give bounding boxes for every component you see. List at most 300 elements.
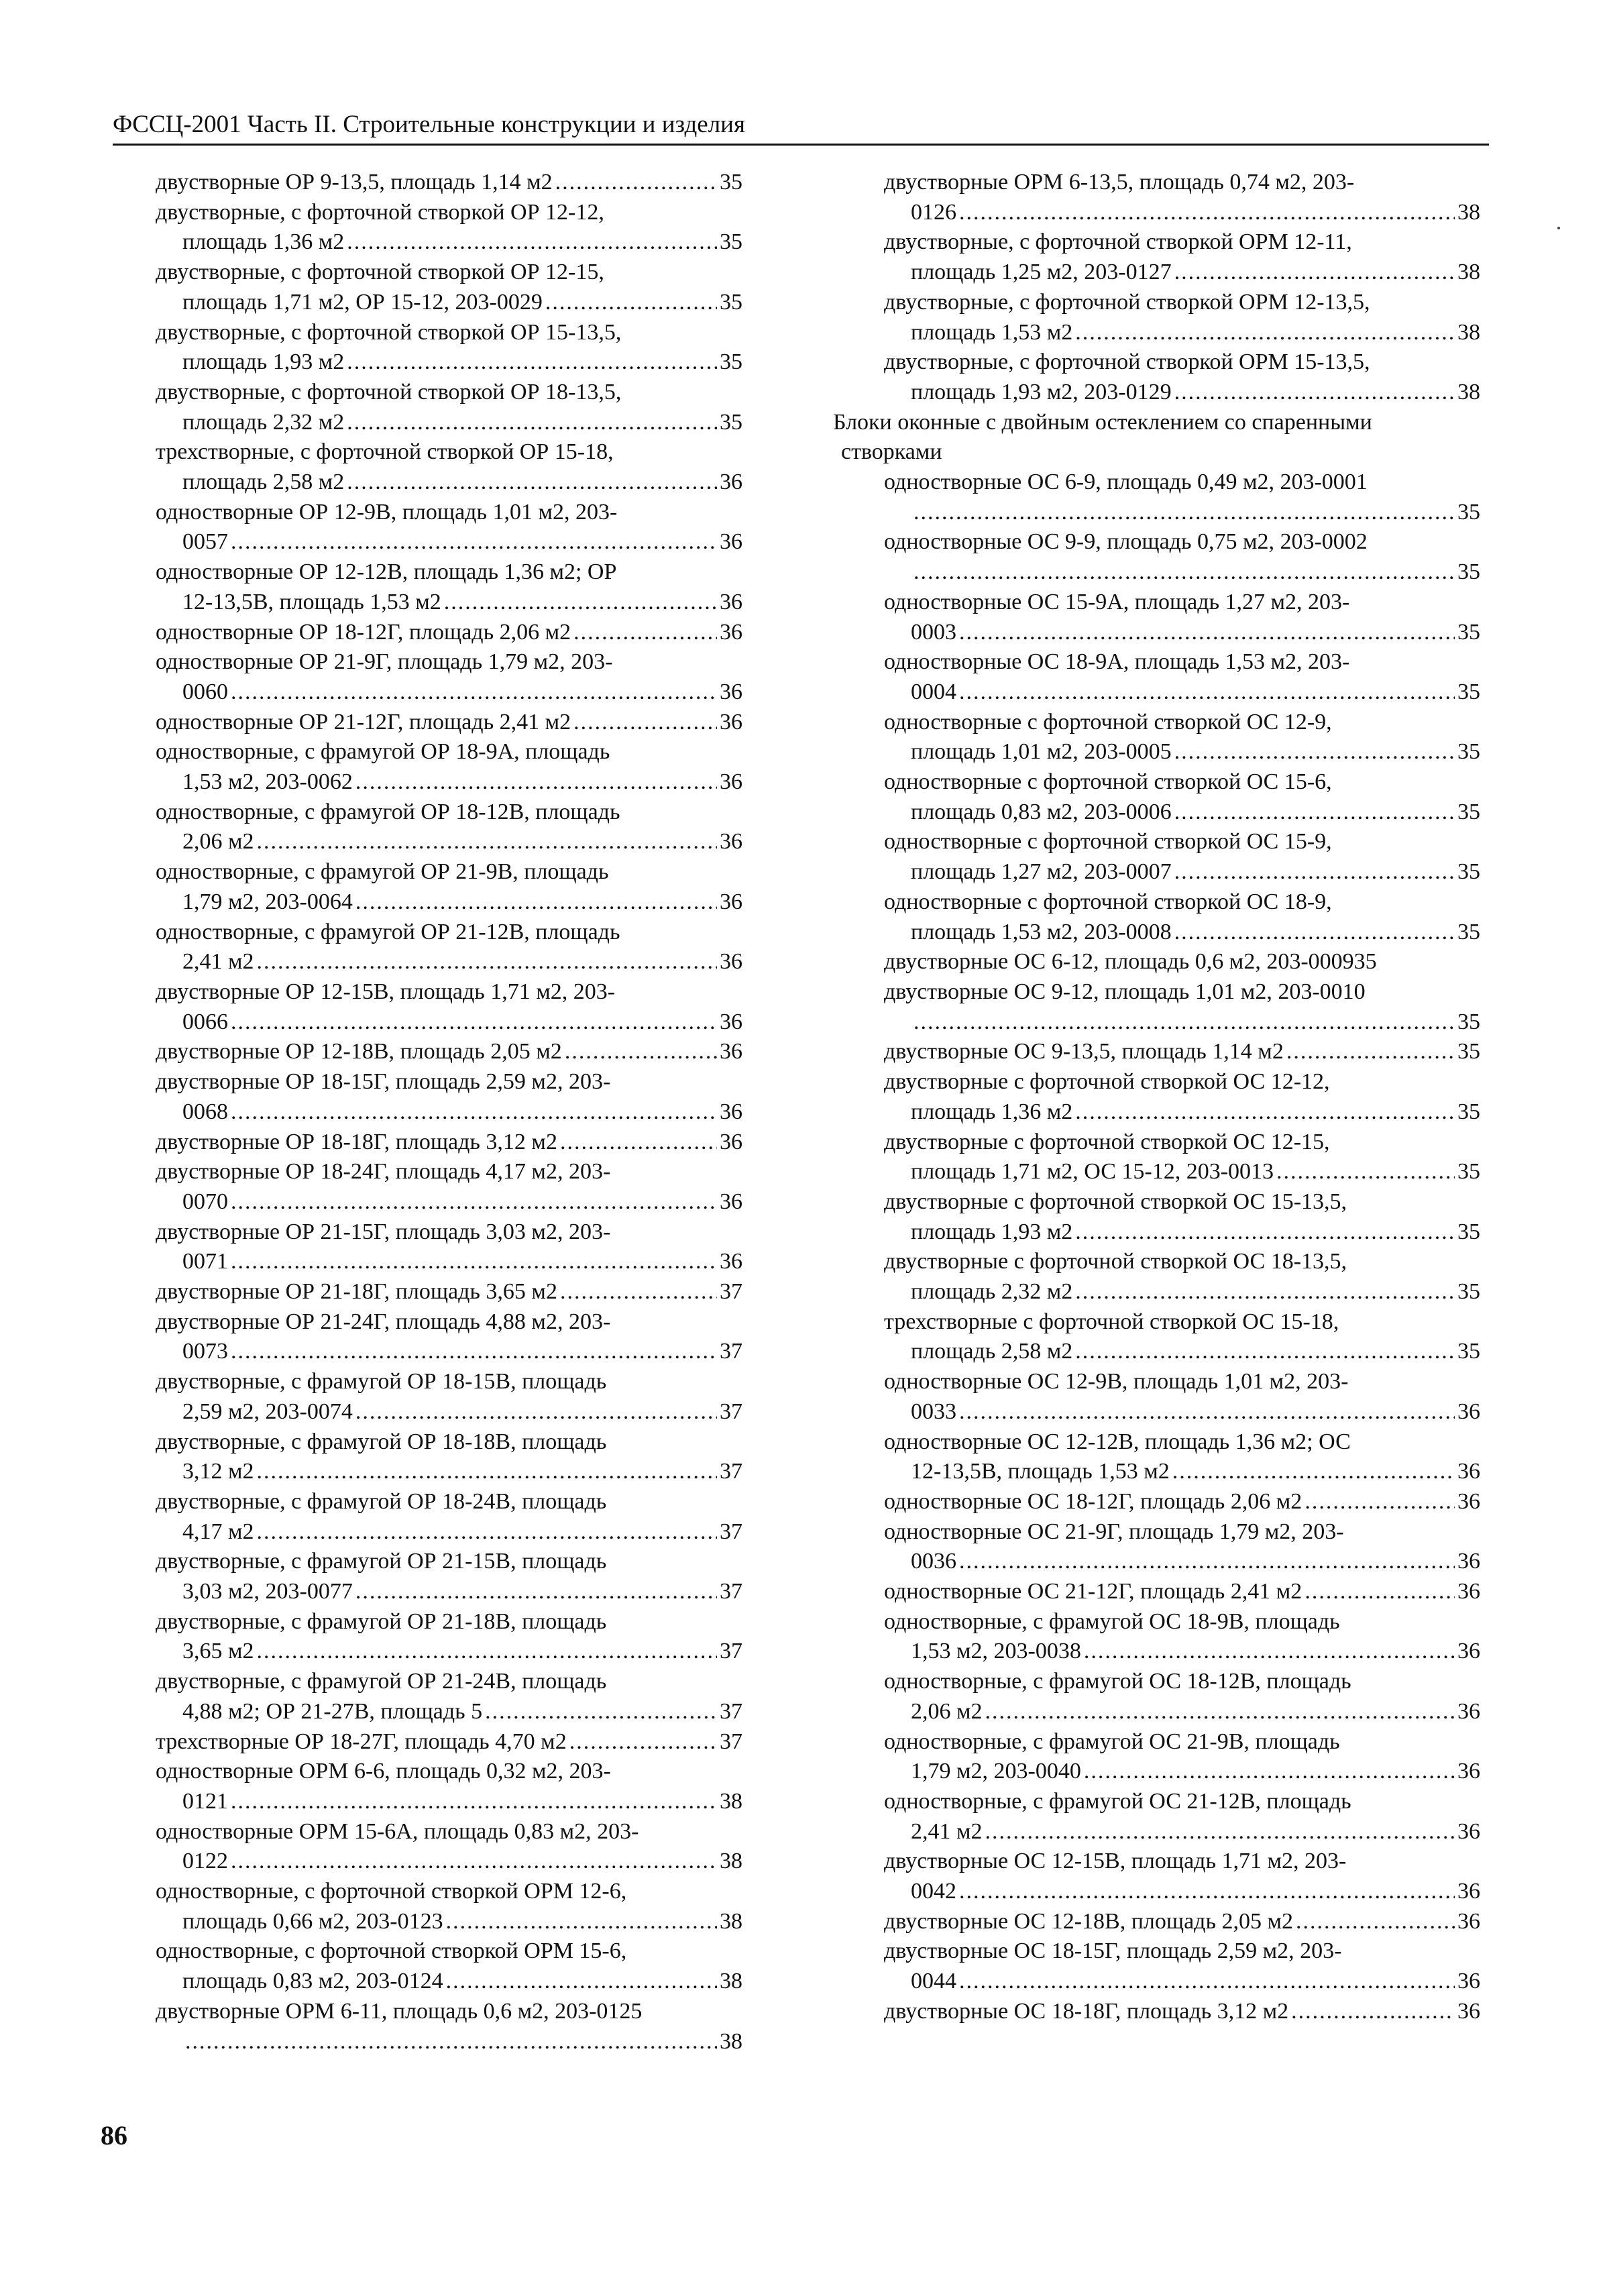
section-heading-line: Блоки оконные с двойным остеклением со спаренными xyxy=(833,409,1372,435)
entry-text: одностворные ОРМ 15-6А, площадь 0,83 м2, 203- xyxy=(156,1818,639,1844)
entry-line-with-page xyxy=(884,1757,1480,1787)
entry-line xyxy=(156,1547,742,1577)
entry-line-with-page xyxy=(156,708,742,738)
index-entry xyxy=(833,1847,1480,1906)
entry-text: площадь 1,01 м2, 203-0005 xyxy=(911,739,1172,765)
leader-dots xyxy=(185,2027,717,2057)
entry-text: двустворные, с форточной створкой ОР 15-13,5, xyxy=(156,319,622,345)
index-entry xyxy=(833,1667,1480,1727)
entry-text: двустворные, с форточной створкой ОРМ 12-11, xyxy=(884,229,1352,255)
entry-text: площадь 1,93 м2 xyxy=(182,349,345,375)
entry-text: одностворные с форточной створкой ОС 12-9, xyxy=(884,709,1332,734)
index-entry xyxy=(156,857,742,917)
entry-line-with-page xyxy=(156,468,742,498)
entry-line-with-page xyxy=(884,1577,1480,1607)
entry-line xyxy=(884,708,1480,738)
entry-line xyxy=(884,1727,1480,1757)
entry-line-with-page xyxy=(156,1577,742,1607)
entry-line-with-page xyxy=(156,1187,742,1217)
entry-text: площадь 1,36 м2 xyxy=(182,229,345,255)
entry-text: одностворные, с фрамугой ОС 21-12В, площадь xyxy=(884,1788,1351,1814)
entry-line xyxy=(156,798,742,828)
index-entry xyxy=(833,708,1480,767)
entry-line-with-page xyxy=(156,1128,742,1158)
entry-text: 0066 xyxy=(182,1009,228,1034)
entry-line-with-page xyxy=(884,557,1480,588)
entry-text: площадь 1,71 м2, ОР 15-12, 203-0029 xyxy=(182,289,543,315)
entry-line-with-page xyxy=(884,1997,1480,2027)
index-entry xyxy=(156,258,742,317)
page-ref: 36 xyxy=(1457,1459,1480,1484)
entry-text: 0121 xyxy=(182,1788,228,1814)
entry-text: одностворные ОС 18-9А, площадь 1,53 м2, 203- xyxy=(884,649,1350,675)
entry-text: площадь 1,53 м2, 203-0008 xyxy=(911,919,1172,944)
leader-dots xyxy=(1286,1037,1455,1067)
page-ref: 35 xyxy=(1457,1339,1480,1364)
leader-dots xyxy=(355,887,717,918)
leader-dots xyxy=(1305,1487,1455,1517)
index-entry xyxy=(156,647,742,707)
entry-line-with-page xyxy=(156,527,742,557)
entry-text: двустворные ОР 12-18В, площадь 2,05 м2 xyxy=(156,1039,562,1064)
page-ref: 37 xyxy=(720,1639,742,1664)
entry-line-with-page xyxy=(884,1487,1480,1517)
leader-dots xyxy=(355,1397,717,1427)
entry-text: площадь 2,58 м2 xyxy=(182,470,345,495)
leader-dots xyxy=(959,1877,1455,1907)
index-entry xyxy=(833,1727,1480,1787)
index-entry xyxy=(833,1128,1480,1187)
entry-line xyxy=(156,198,742,228)
entry-text: двустворные, с фрамугой ОР 21-24В, площадь xyxy=(156,1669,607,1694)
leader-dots xyxy=(257,1457,717,1487)
entry-line xyxy=(156,1307,742,1337)
entry-text: одностворные ОР 12-12В, площадь 1,36 м2; ОР xyxy=(156,559,617,585)
entry-line xyxy=(156,737,742,767)
index-entry xyxy=(833,1187,1480,1247)
leader-dots xyxy=(257,947,717,977)
page-ref: 35 xyxy=(1457,799,1480,824)
page-ref: 36 xyxy=(720,769,742,795)
page-ref: 35 xyxy=(1457,1039,1480,1064)
leader-dots xyxy=(355,767,717,798)
leader-dots xyxy=(573,708,717,738)
entry-line-with-page xyxy=(884,918,1480,948)
entry-line xyxy=(884,1307,1480,1337)
page-ref: 35 xyxy=(720,229,742,255)
entry-line-with-page xyxy=(884,378,1480,408)
page-ref: 38 xyxy=(720,2028,742,2054)
entry-line-with-page xyxy=(156,618,742,648)
entry-line xyxy=(884,1787,1480,1817)
index-entry xyxy=(156,168,742,198)
index-entry xyxy=(156,618,742,648)
leader-dots xyxy=(560,1128,717,1158)
index-entry xyxy=(833,1936,1480,1996)
entry-line xyxy=(884,1067,1480,1097)
entry-text: одностворные ОС 12-9В, площадь 1,01 м2, 203- xyxy=(884,1369,1349,1395)
entry-text: двустворные, с форточной створкой ОРМ 12-13,5, xyxy=(884,289,1370,315)
entry-text: площадь 2,32 м2 xyxy=(911,1279,1073,1305)
entry-text: одностворные ОС 21-12Г, площадь 2,41 м2 xyxy=(884,1579,1303,1604)
entry-line-with-page xyxy=(884,1457,1480,1487)
leader-dots xyxy=(959,618,1455,648)
index-entry xyxy=(833,1037,1480,1067)
entry-text: одностворные, с фрамугой ОР 21-12В, площадь xyxy=(156,919,620,944)
entry-line xyxy=(156,977,742,1007)
page-ref: 36 xyxy=(720,619,742,645)
entry-text: 0071 xyxy=(182,1249,228,1274)
entry-line xyxy=(156,857,742,887)
index-entry xyxy=(156,1667,742,1727)
entry-line xyxy=(156,498,742,528)
entry-line-with-page xyxy=(884,798,1480,828)
index-entry xyxy=(156,708,742,738)
entry-text: двустворные с форточной створкой ОС 12-15, xyxy=(884,1129,1330,1154)
index-entry xyxy=(156,1128,742,1158)
index-entry xyxy=(156,1067,742,1127)
leader-dots xyxy=(1172,1457,1455,1487)
leader-dots xyxy=(1174,258,1455,288)
index-entry xyxy=(156,1936,742,1996)
entry-text: одностворные ОРМ 6-6, площадь 0,32 м2, 203- xyxy=(156,1759,611,1784)
entry-line xyxy=(156,1667,742,1697)
entry-line xyxy=(884,1667,1480,1697)
entry-line-with-page xyxy=(884,1547,1480,1577)
entry-line-with-page xyxy=(156,1847,742,1877)
entry-text: двустворные ОР 12-15В, площадь 1,71 м2, 203- xyxy=(156,979,616,1004)
page-ref: 36 xyxy=(720,709,742,734)
entry-line xyxy=(156,1997,742,2027)
page-ref: 37 xyxy=(720,1519,742,1544)
entry-text: двустворные ОР 18-18Г, площадь 3,12 м2 xyxy=(156,1129,557,1154)
entry-text: 0060 xyxy=(182,679,228,704)
entry-text: площадь 0,83 м2, 203-0124 xyxy=(182,1969,443,1994)
entry-text: 2,59 м2, 203-0074 xyxy=(182,1399,353,1424)
leader-dots xyxy=(231,527,717,557)
entry-line xyxy=(156,1427,742,1458)
entry-text: двустворные ОР 21-15Г, площадь 3,03 м2, 203- xyxy=(156,1219,611,1244)
entry-line-with-page xyxy=(156,1337,742,1367)
index-entry xyxy=(156,1157,742,1217)
entry-text: двустворные с форточной створкой ОС 18-13,5, xyxy=(884,1249,1347,1274)
entry-line xyxy=(884,527,1480,557)
entry-text: 0004 xyxy=(911,679,956,704)
page-ref: 35 xyxy=(1457,1219,1480,1244)
index-entry xyxy=(156,1367,742,1427)
index-entry xyxy=(833,977,1480,1037)
entry-text: 2,06 м2 xyxy=(911,1698,983,1724)
entry-line-with-page xyxy=(156,677,742,708)
index-entry xyxy=(833,1907,1480,1937)
entry-line xyxy=(156,1757,742,1787)
entry-text: одностворные с форточной створкой ОС 15-6, xyxy=(884,769,1332,795)
entry-line-with-page xyxy=(156,1397,742,1427)
entry-line xyxy=(156,258,742,288)
entry-text: 0070 xyxy=(182,1189,228,1214)
entry-text: одностворные ОС 18-12Г, площадь 2,06 м2 xyxy=(884,1488,1303,1514)
entry-line-with-page xyxy=(156,1247,742,1277)
entry-line xyxy=(884,1187,1480,1217)
page-ref: 35 xyxy=(1457,559,1480,585)
leader-dots xyxy=(1174,378,1455,408)
entry-line xyxy=(884,168,1480,198)
entry-line-with-page xyxy=(884,677,1480,708)
leader-dots xyxy=(913,498,1455,528)
leader-dots xyxy=(231,1787,717,1817)
entry-text: одностворные ОС 6-9, площадь 0,49 м2, 203-0001 xyxy=(884,470,1368,495)
entry-line-with-page xyxy=(156,408,742,438)
entry-line-with-page xyxy=(884,1907,1480,1937)
index-entry xyxy=(833,1487,1480,1517)
leader-dots xyxy=(1174,857,1455,887)
index-entry xyxy=(833,947,1480,977)
page-ref: 35 xyxy=(1457,619,1480,645)
entry-line xyxy=(884,1607,1480,1637)
page-ref: 36 xyxy=(1457,1488,1480,1514)
entry-line-with-page xyxy=(884,1277,1480,1307)
page-ref: 37 xyxy=(720,1579,742,1604)
index-entry xyxy=(156,1277,742,1307)
index-entry xyxy=(833,468,1480,527)
leader-dots xyxy=(257,827,717,857)
entry-line xyxy=(156,378,742,408)
page-ref: 36 xyxy=(720,1129,742,1154)
leader-dots xyxy=(959,677,1455,708)
page-ref: 36 xyxy=(720,1189,742,1214)
index-entry xyxy=(156,498,742,557)
entry-text: одностворные, с фрамугой ОС 21-9В, площадь xyxy=(884,1729,1340,1754)
page-ref: 38 xyxy=(1457,379,1480,404)
entry-text: 0073 xyxy=(182,1339,228,1364)
leader-dots xyxy=(1075,1217,1455,1248)
leader-dots xyxy=(1291,1997,1455,2027)
entry-line-with-page xyxy=(156,588,742,618)
entry-text: одностворные ОР 21-12Г, площадь 2,41 м2 xyxy=(156,709,571,734)
index-entry xyxy=(156,798,742,857)
page-ref: 38 xyxy=(1457,199,1480,225)
leader-dots xyxy=(1075,1337,1455,1367)
index-entry xyxy=(833,1307,1480,1367)
entry-line-with-page xyxy=(156,1457,742,1487)
index-entry xyxy=(156,1877,742,1936)
entry-line xyxy=(156,1487,742,1517)
index-entry xyxy=(833,227,1480,287)
entry-line-with-page xyxy=(156,1727,742,1757)
index-entry xyxy=(156,1607,742,1667)
entry-text: 12-13,5В, площадь 1,53 м2 xyxy=(911,1459,1170,1484)
entry-line-with-page xyxy=(156,827,742,857)
entry-line-with-page xyxy=(884,857,1480,887)
entry-text: 1,79 м2, 203-0040 xyxy=(911,1759,1081,1784)
page-ref: 36 xyxy=(720,829,742,855)
entry-text: 0126 xyxy=(911,199,956,225)
entry-text: одностворные с форточной створкой ОС 18-9, xyxy=(884,889,1332,914)
entry-text: двустворные ОР 21-18Г, площадь 3,65 м2 xyxy=(156,1279,557,1305)
page-ref: 36 xyxy=(1457,1908,1480,1934)
entry-text: двустворные ОС 9-12, площадь 1,01 м2, 203-0010 xyxy=(884,979,1366,1004)
entry-line-with-page xyxy=(156,1097,742,1128)
entry-line-with-page xyxy=(156,1277,742,1307)
page-ref: 37 xyxy=(720,1399,742,1424)
index-entry xyxy=(833,1787,1480,1847)
page-ref: 38 xyxy=(1457,260,1480,285)
entry-text: 12-13,5В, площадь 1,53 м2 xyxy=(182,589,441,614)
page-ref: 38 xyxy=(720,1788,742,1814)
entry-text: 4,88 м2; ОР 21-27В, площадь 5 xyxy=(182,1698,483,1724)
index-entry xyxy=(156,737,742,797)
page-ref: 37 xyxy=(720,1279,742,1305)
entry-line-with-page xyxy=(156,1007,742,1038)
page-ref: 35 xyxy=(720,170,742,195)
entry-text: 0042 xyxy=(911,1879,956,1904)
page-ref: 38 xyxy=(1457,319,1480,345)
index-entry xyxy=(833,1607,1480,1667)
leader-dots xyxy=(257,1517,717,1547)
entry-line-with-page xyxy=(884,1967,1480,1997)
entry-text: одностворные ОС 21-9Г, площадь 1,79 м2, 203- xyxy=(884,1519,1344,1544)
entry-text: двустворные ОР 9-13,5, площадь 1,14 м2 xyxy=(156,170,553,195)
page-number: 86 xyxy=(101,2120,127,2150)
entry-text: площадь 1,93 м2 xyxy=(911,1219,1073,1244)
leader-dots xyxy=(565,1037,717,1067)
running-header: ФССЦ-2001 Часть II. Строительные конструкции и изделия xyxy=(113,106,1489,146)
entry-line xyxy=(884,827,1480,857)
entry-line-with-page xyxy=(884,1337,1480,1367)
entry-line-with-page xyxy=(884,947,1480,977)
index-entry xyxy=(156,378,742,437)
entry-text: 2,41 м2 xyxy=(911,1818,983,1844)
leader-dots xyxy=(347,347,717,378)
entry-line xyxy=(884,288,1480,318)
index-entry xyxy=(833,767,1480,827)
page-ref: 36 xyxy=(1457,1639,1480,1664)
entry-text: двустворные ОРМ 6-11, площадь 0,6 м2, 203-0125 xyxy=(156,1998,643,2024)
entry-text: 1,53 м2, 203-0062 xyxy=(182,769,353,795)
entry-text: одностворные с форточной створкой ОС 15-9, xyxy=(884,829,1332,855)
leader-dots xyxy=(555,168,717,198)
entry-line xyxy=(884,588,1480,618)
entry-line-with-page xyxy=(884,498,1480,528)
index-entry xyxy=(833,1427,1480,1487)
leader-dots xyxy=(1174,918,1455,948)
leader-dots xyxy=(231,1247,717,1277)
page-ref: 37 xyxy=(720,1729,742,1754)
entry-text: площадь 1,53 м2 xyxy=(911,319,1073,345)
index-entry xyxy=(156,1487,742,1547)
entry-line xyxy=(884,887,1480,918)
entry-line-with-page xyxy=(156,1037,742,1067)
entry-line-with-page xyxy=(884,198,1480,228)
entry-line xyxy=(156,1936,742,1967)
entry-text: одностворные, с фрамугой ОС 18-12В, площадь xyxy=(884,1669,1351,1694)
leader-dots xyxy=(231,1187,717,1217)
page-ref: 35 xyxy=(1457,679,1480,704)
entry-line-with-page xyxy=(884,737,1480,767)
entry-line-with-page xyxy=(884,1097,1480,1128)
leader-dots xyxy=(347,468,717,498)
entry-line-with-page xyxy=(156,1637,742,1667)
entry-text: 2,41 м2 xyxy=(182,949,254,975)
leader-dots xyxy=(1075,1277,1455,1307)
entry-line xyxy=(884,647,1480,677)
leader-dots xyxy=(231,1847,717,1877)
entry-line xyxy=(884,1936,1480,1967)
entry-line xyxy=(884,1517,1480,1547)
entry-text: двустворные, с фрамугой ОР 18-15В, площадь xyxy=(156,1369,607,1395)
page-ref: 35 xyxy=(1457,919,1480,944)
leader-dots xyxy=(985,1697,1455,1727)
entry-line-with-page xyxy=(156,288,742,318)
leader-dots xyxy=(1296,1907,1455,1937)
entry-line xyxy=(884,468,1480,498)
entry-text: 0122 xyxy=(182,1849,228,1874)
entry-text: площадь 2,32 м2 xyxy=(182,409,345,435)
page-ref: 35 xyxy=(1457,1099,1480,1124)
page-ref: 35 xyxy=(1457,1159,1480,1185)
leader-dots xyxy=(347,227,717,258)
page-ref: 35 xyxy=(1457,499,1480,525)
entry-text: двустворные, с фрамугой ОР 21-15В, площадь xyxy=(156,1549,607,1574)
leader-dots xyxy=(1075,1097,1455,1128)
entry-text: трехстворные с форточной створкой ОС 15-18, xyxy=(884,1309,1339,1334)
entry-line-with-page xyxy=(884,1037,1480,1067)
entry-line-with-page xyxy=(884,258,1480,288)
entry-text: двустворные, с форточной створкой ОР 12-12, xyxy=(156,199,604,225)
entry-text: площадь 2,58 м2 xyxy=(911,1339,1073,1364)
page-ref: 35 xyxy=(1353,949,1377,975)
entry-line xyxy=(884,1247,1480,1277)
entry-text: 0033 xyxy=(911,1399,956,1424)
leader-dots xyxy=(1084,1757,1455,1787)
leader-dots xyxy=(1174,798,1455,828)
page-ref: 36 xyxy=(1457,1818,1480,1844)
page-ref: 38 xyxy=(720,1849,742,1874)
index-entry xyxy=(833,347,1480,407)
page-ref: 36 xyxy=(720,470,742,495)
index-column-right xyxy=(833,168,1480,2027)
leader-dots xyxy=(959,1967,1455,1997)
index-entry xyxy=(833,1997,1480,2027)
entry-text: одностворные ОР 18-12Г, площадь 2,06 м2 xyxy=(156,619,571,645)
entry-line-with-page xyxy=(156,1697,742,1727)
entry-line-with-page xyxy=(884,1817,1480,1847)
entry-text: 0003 xyxy=(911,619,956,645)
entry-text: двустворные, с форточной створкой ОРМ 15-13,5, xyxy=(884,349,1370,375)
leader-dots xyxy=(1276,1157,1455,1187)
leader-dots xyxy=(446,1907,717,1937)
index-entry xyxy=(156,1427,742,1487)
leader-dots xyxy=(231,1097,717,1128)
entry-line xyxy=(884,227,1480,258)
index-entry xyxy=(833,647,1480,707)
index-entry xyxy=(833,1067,1480,1127)
entry-line xyxy=(156,1367,742,1397)
entry-text: 4,17 м2 xyxy=(182,1519,254,1544)
leader-dots xyxy=(231,1007,717,1038)
index-entry xyxy=(833,288,1480,347)
entry-text: одностворные ОС 9-9, площадь 0,75 м2, 203-0002 xyxy=(884,529,1368,555)
entry-text: 1,53 м2, 203-0038 xyxy=(911,1639,1081,1664)
entry-text: одностворные, с форточной створкой ОРМ 15-6, xyxy=(156,1938,627,1964)
entry-line-with-page xyxy=(884,318,1480,348)
entry-text: двустворные ОС 18-18Г, площадь 3,12 м2 xyxy=(884,1998,1289,2024)
leader-dots xyxy=(959,198,1455,228)
page-ref: 37 xyxy=(720,1698,742,1724)
page-ref: 36 xyxy=(720,589,742,614)
page-ref: 36 xyxy=(1457,1998,1480,2024)
index-entry xyxy=(156,1997,742,2057)
